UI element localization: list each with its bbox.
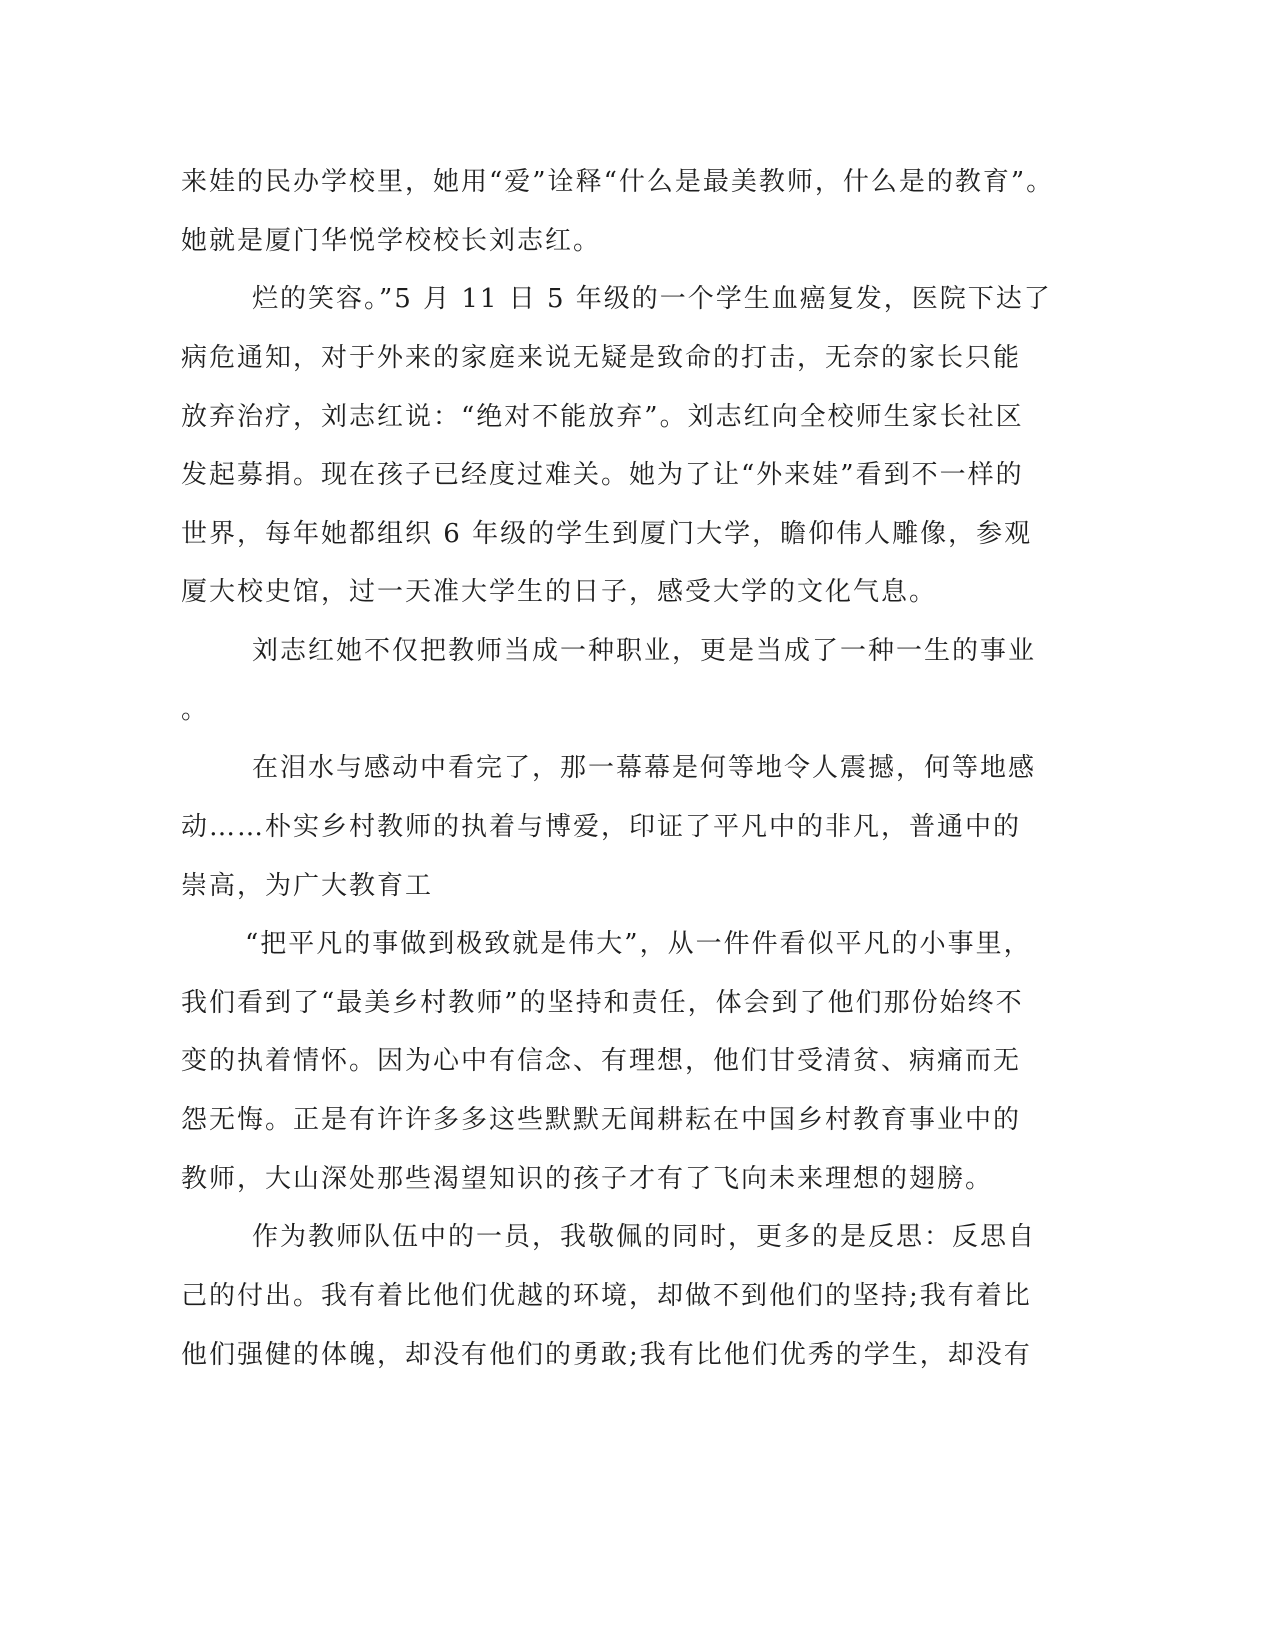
- text-line: 怨无悔。正是有许许多多这些默默无闻耕耘在中国乡村教育事业中的: [181, 1105, 1022, 1135]
- text-line: 我们看到了“最美乡村教师”的坚持和责任，体会到了他们那份始终不: [181, 988, 1024, 1018]
- text-line: 变的执着情怀。因为心中有信念、有理想，他们甘受清贫、病痛而无: [181, 1046, 1022, 1076]
- text-line: 世界，每年她都组织 6 年级的学生到厦门大学，瞻仰伟人雕像，参观: [181, 519, 1033, 549]
- text-line: 她就是厦门华悦学校校长刘志红。: [181, 226, 602, 256]
- text-line: 发起募捐。现在孩子已经度过难关。她为了让“外来娃”看到不一样的: [181, 460, 1024, 490]
- text-line: 刘志红她不仅把教师当成一种职业，更是当成了一种一生的事业: [252, 636, 1037, 666]
- text-line: “把平凡的事做到极致就是伟大”，从一件件看似平凡的小事里，: [245, 929, 1032, 959]
- text-line: 作为教师队伍中的一员，我敬佩的同时，更多的是反思：反思自: [252, 1222, 1037, 1252]
- text-line: 病危通知，对于外来的家庭来说无疑是致命的打击，无奈的家长只能: [181, 343, 1022, 373]
- text-line: 他们强健的体魄，却没有他们的勇敢;我有比他们优秀的学生，却没有: [181, 1340, 1032, 1370]
- text-line: 在泪水与感动中看完了，那一幕幕是何等地令人震撼，何等地感: [252, 753, 1037, 783]
- text-line: 烂的笑容。”5 月 11 日 5 年级的一个学生血癌复发，医院下达了: [252, 284, 1052, 314]
- text-line: 厦大校史馆，过一天准大学生的日子，感受大学的文化气息。: [181, 577, 938, 607]
- text-line: 动……朴实乡村教师的执着与博爱，印证了平凡中的非凡，普通中的: [181, 812, 1022, 842]
- text-line: 崇高，为广大教育工: [181, 871, 434, 901]
- text-line: 来娃的民办学校里，她用“爱”诠释“什么是最美教师，什么是的教育”。: [181, 167, 1055, 197]
- text-line: 己的付出。我有着比他们优越的环境，却做不到他们的坚持;我有着比: [181, 1281, 1032, 1311]
- text-line: 放弃治疗，刘志红说：“绝对不能放弃”。刘志红向全校师生家长社区: [181, 402, 1024, 432]
- text-line: 。: [181, 695, 210, 725]
- text-line: 教师，大山深处那些渴望知识的孩子才有了飞向未来理想的翅膀。: [181, 1164, 994, 1194]
